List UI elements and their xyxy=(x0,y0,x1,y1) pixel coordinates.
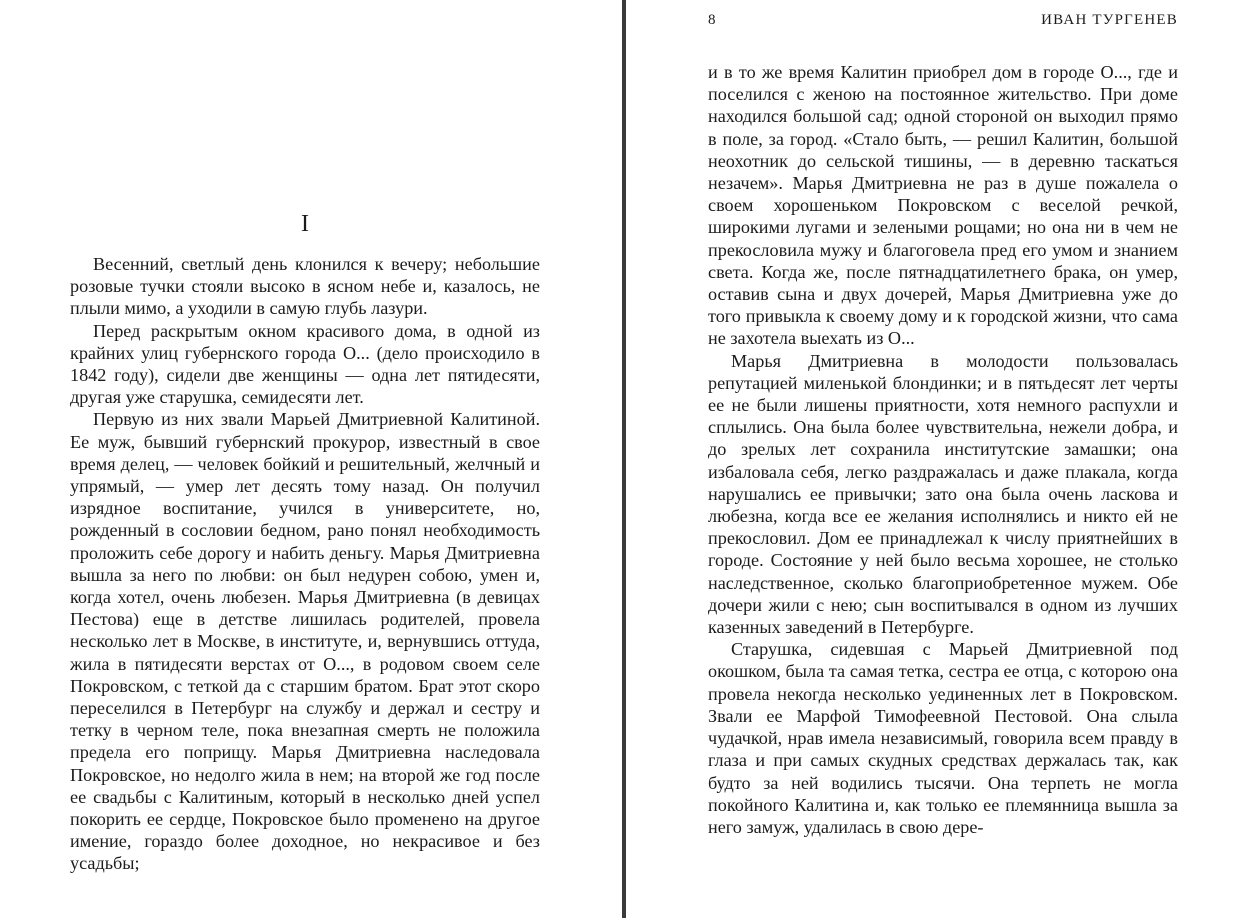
running-head-author: ИВАН ТУРГЕНЕВ xyxy=(1041,12,1178,28)
paragraph: Первую из них звали Марьей Дмитриевной Калитиной. Ее муж, бывший губернский прокурор, известный в свое время делец, — человек бойкий и решительный, желчный и упрямый, — умер лет десять тому назад. Он получил изрядное воспитание, учился в университете, но, рожденный в сословии бедном, рано понял необходимость проложить себе дорогу и набить деньгу. Марья Дмитриевна вышла за него по любви: он был недурен собою, умен и, когда хотел, очень любезен. Марья Дмитриевна (в девицах Пестова) еще в детстве лишилась родителей, провела несколько лет в Москве, в институте, и, вернувшись оттуда, жила в пятидесяти верстах от О..., в родовом своем селе Покровском, с теткой да с старшим братом. Брат этот скоро переселился в Петербург на службу и держал и сестру и тетку в черном теле, пока внезапная смерть не положила предела его поприщу. Марья Дмитриевна наследовала Покровское, но недолго жила в нем; на второй же год после ее свадьбы с Калитиным, который в несколько дней успел покорить ее сердце, Покровское было променено на другое имение, гораздо более доходное, но некрасивое и без усадьбы; xyxy=(70,409,540,874)
right-page xyxy=(626,0,1250,918)
paragraph: Марья Дмитриевна в молодости пользовалась репутацией миленькой блондинки; и в пятьдесят лет черты ее не были лишены приятности, хотя немного распухли и сплылись. Она была более чувствительна, нежели добра, и до зрелых лет сохранила институтские замашки; она избаловала себя, легко раздражалась и даже плакала, когда нарушались ее привычки; зато она была очень ласкова и любезна, когда все ее желания исполнялись и никто ей не прекословил. Дом ее принадлежал к числу приятнейших в городе. Состояние у ней было весьма хорошее, не столько наследственное, сколько благоприобретенное мужем. Обе дочери жили с нею; сын воспитывался в одном из лучших казенных заведений в Петербурге. xyxy=(708,350,1178,638)
left-page xyxy=(0,0,622,918)
left-page-text xyxy=(70,253,540,875)
paragraph: Перед раскрытым окном красивого дома, в одной из крайних улиц губернского города О... (дело происходило в 1842 году), сидели две женщины — одна лет пятидесяти, другая уже старушка, семидесяти лет. xyxy=(70,320,540,408)
page-number: 8 xyxy=(708,12,716,28)
running-head xyxy=(708,12,1178,36)
chapter-number: I xyxy=(301,211,309,237)
right-page-text xyxy=(708,61,1178,838)
paragraph: и в то же время Калитин приобрел дом в городе О..., где и поселился с женою на постоянное жительство. При доме находился большой сад; одной стороной он выходил прямо в поле, за город. «Стало быть, — решил Калитин, большой неохотник до сельской тишины, — в деревню таскаться незачем». Марья Дмитриевна не раз в душе пожалела о своем хорошеньком Покровском с веселой речкой, широкими лугами и зелеными рощами; но она ни в чем не прекословила мужу и благоговела пред его умом и знанием света. Когда же, после пятнадцатилетнего брака, он умер, оставив сына и двух дочерей, Марья Дмитриевна уже до того привыкла к своему дому и к городской жизни, что сама не захотела выехать из О... xyxy=(708,62,1178,349)
paragraph: Старушка, сидевшая с Марьей Дмитриевной под окошком, была та самая тетка, сестра ее отца, с которою она провела некогда несколько уединенных лет в Покровском. Звали ее Марфой Тимофеевной Пестовой. Она слыла чудачкой, нрав имела независимый, говорила всем правду в глаза и при самых скудных средствах держалась так, как будто за ней водились тысячи. Она терпеть не могла покойного Калитина и, как только ее племянница вышла за него замуж, удалилась в свою дере- xyxy=(708,639,1178,837)
paragraph: Весенний, светлый день клонился к вечеру; небольшие розовые тучки стояли высоко в ясном небе и, казалось, не плыли мимо, а уходили в самую глубь лазури. xyxy=(70,254,540,319)
